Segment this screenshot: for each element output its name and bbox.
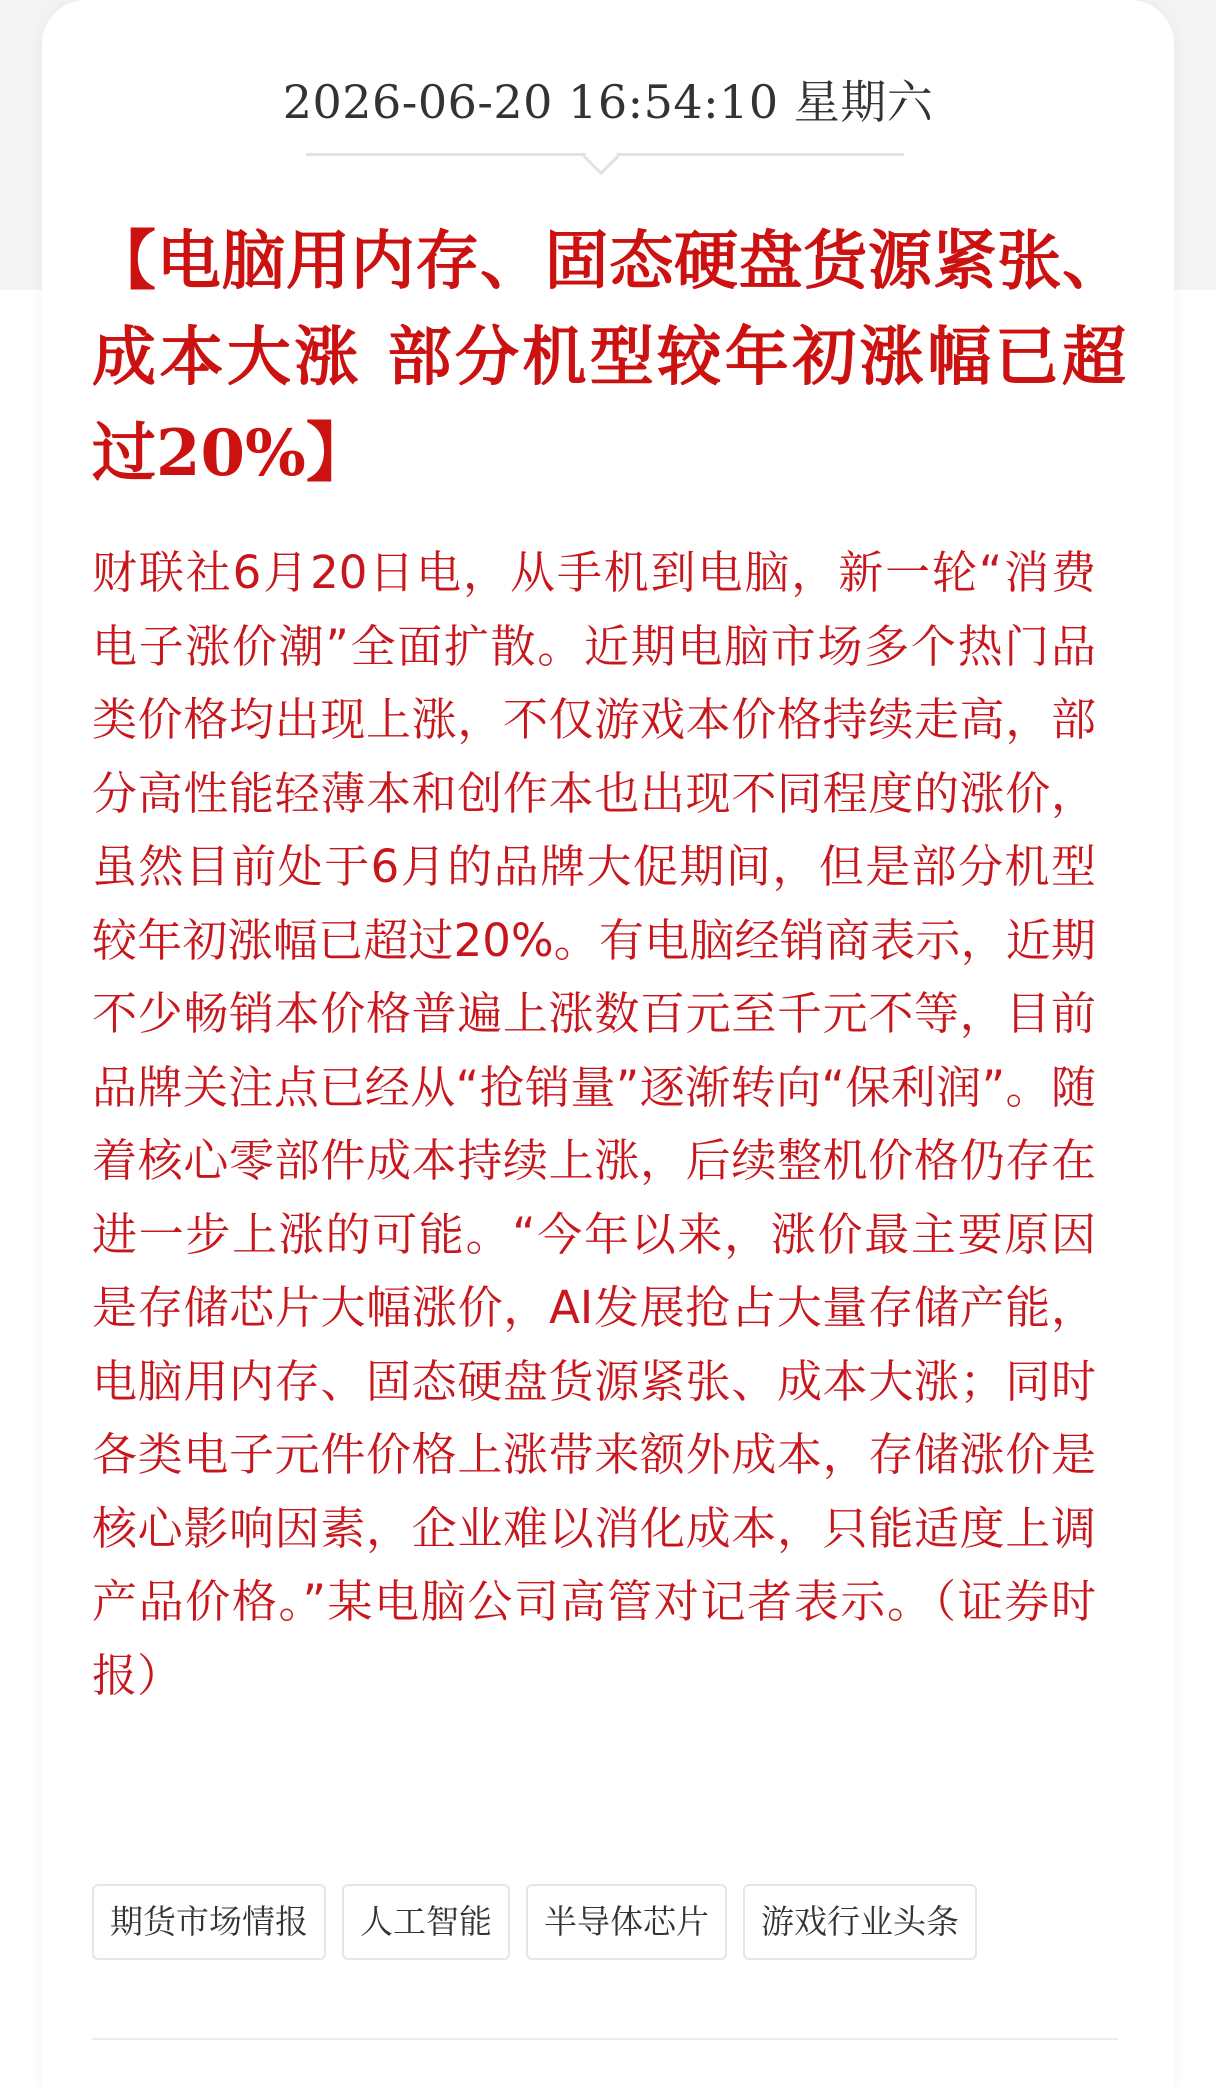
article-headline: 【电脑用内存、固态硬盘货源紧张、成本大涨 部分机型较年初涨幅已超过20%】 [92, 224, 1126, 491]
tag-artificial-intelligence[interactable]: 人工智能 [342, 1884, 510, 1960]
tag-futures-market-intel[interactable]: 期货市场情报 [92, 1884, 326, 1960]
bottom-divider [92, 2038, 1118, 2040]
tag-gaming-industry-headlines[interactable]: 游戏行业头条 [743, 1884, 977, 1960]
tag-semiconductor-chips[interactable]: 半导体芯片 [526, 1884, 727, 1960]
article-body: 财联社6月20日电，从手机到电脑，新一轮“消费电子涨价潮”全面扩散。近期电脑市场多个热门品类价格均出现上涨，不仅游戏本价格持续走高，部分高性能轻薄本和创作本也出现不同程度的涨价，虽然目前处于6月的品牌大促期间，但是部分机型较年初涨幅已超过20%。有电脑经销商表示，近期不少畅销本价格普遍上涨数百元至千元不等，目前品牌关注点已经从“抢销量”逐渐转向“保利润”。随着核心零部件成本持续上涨，后续整机价格仍存在进一步上涨的可能。“今年以来，涨价最主要原因是存储芯片大幅涨价，AI发展抢占大量存储产能，电脑用内存、固态硬盘货源紧张、成本大涨；同时各类电子元件价格上涨带来额外成本，存储涨价是核心影响因素，企业难以消化成本，只能适度上调产品价格。”某电脑公司高管对记者表示。（证券时报） [92, 546, 1096, 1702]
tag-list [92, 1884, 977, 1960]
publish-datetime: 2026-06-20 16:54:10 星期六 [282, 75, 934, 129]
